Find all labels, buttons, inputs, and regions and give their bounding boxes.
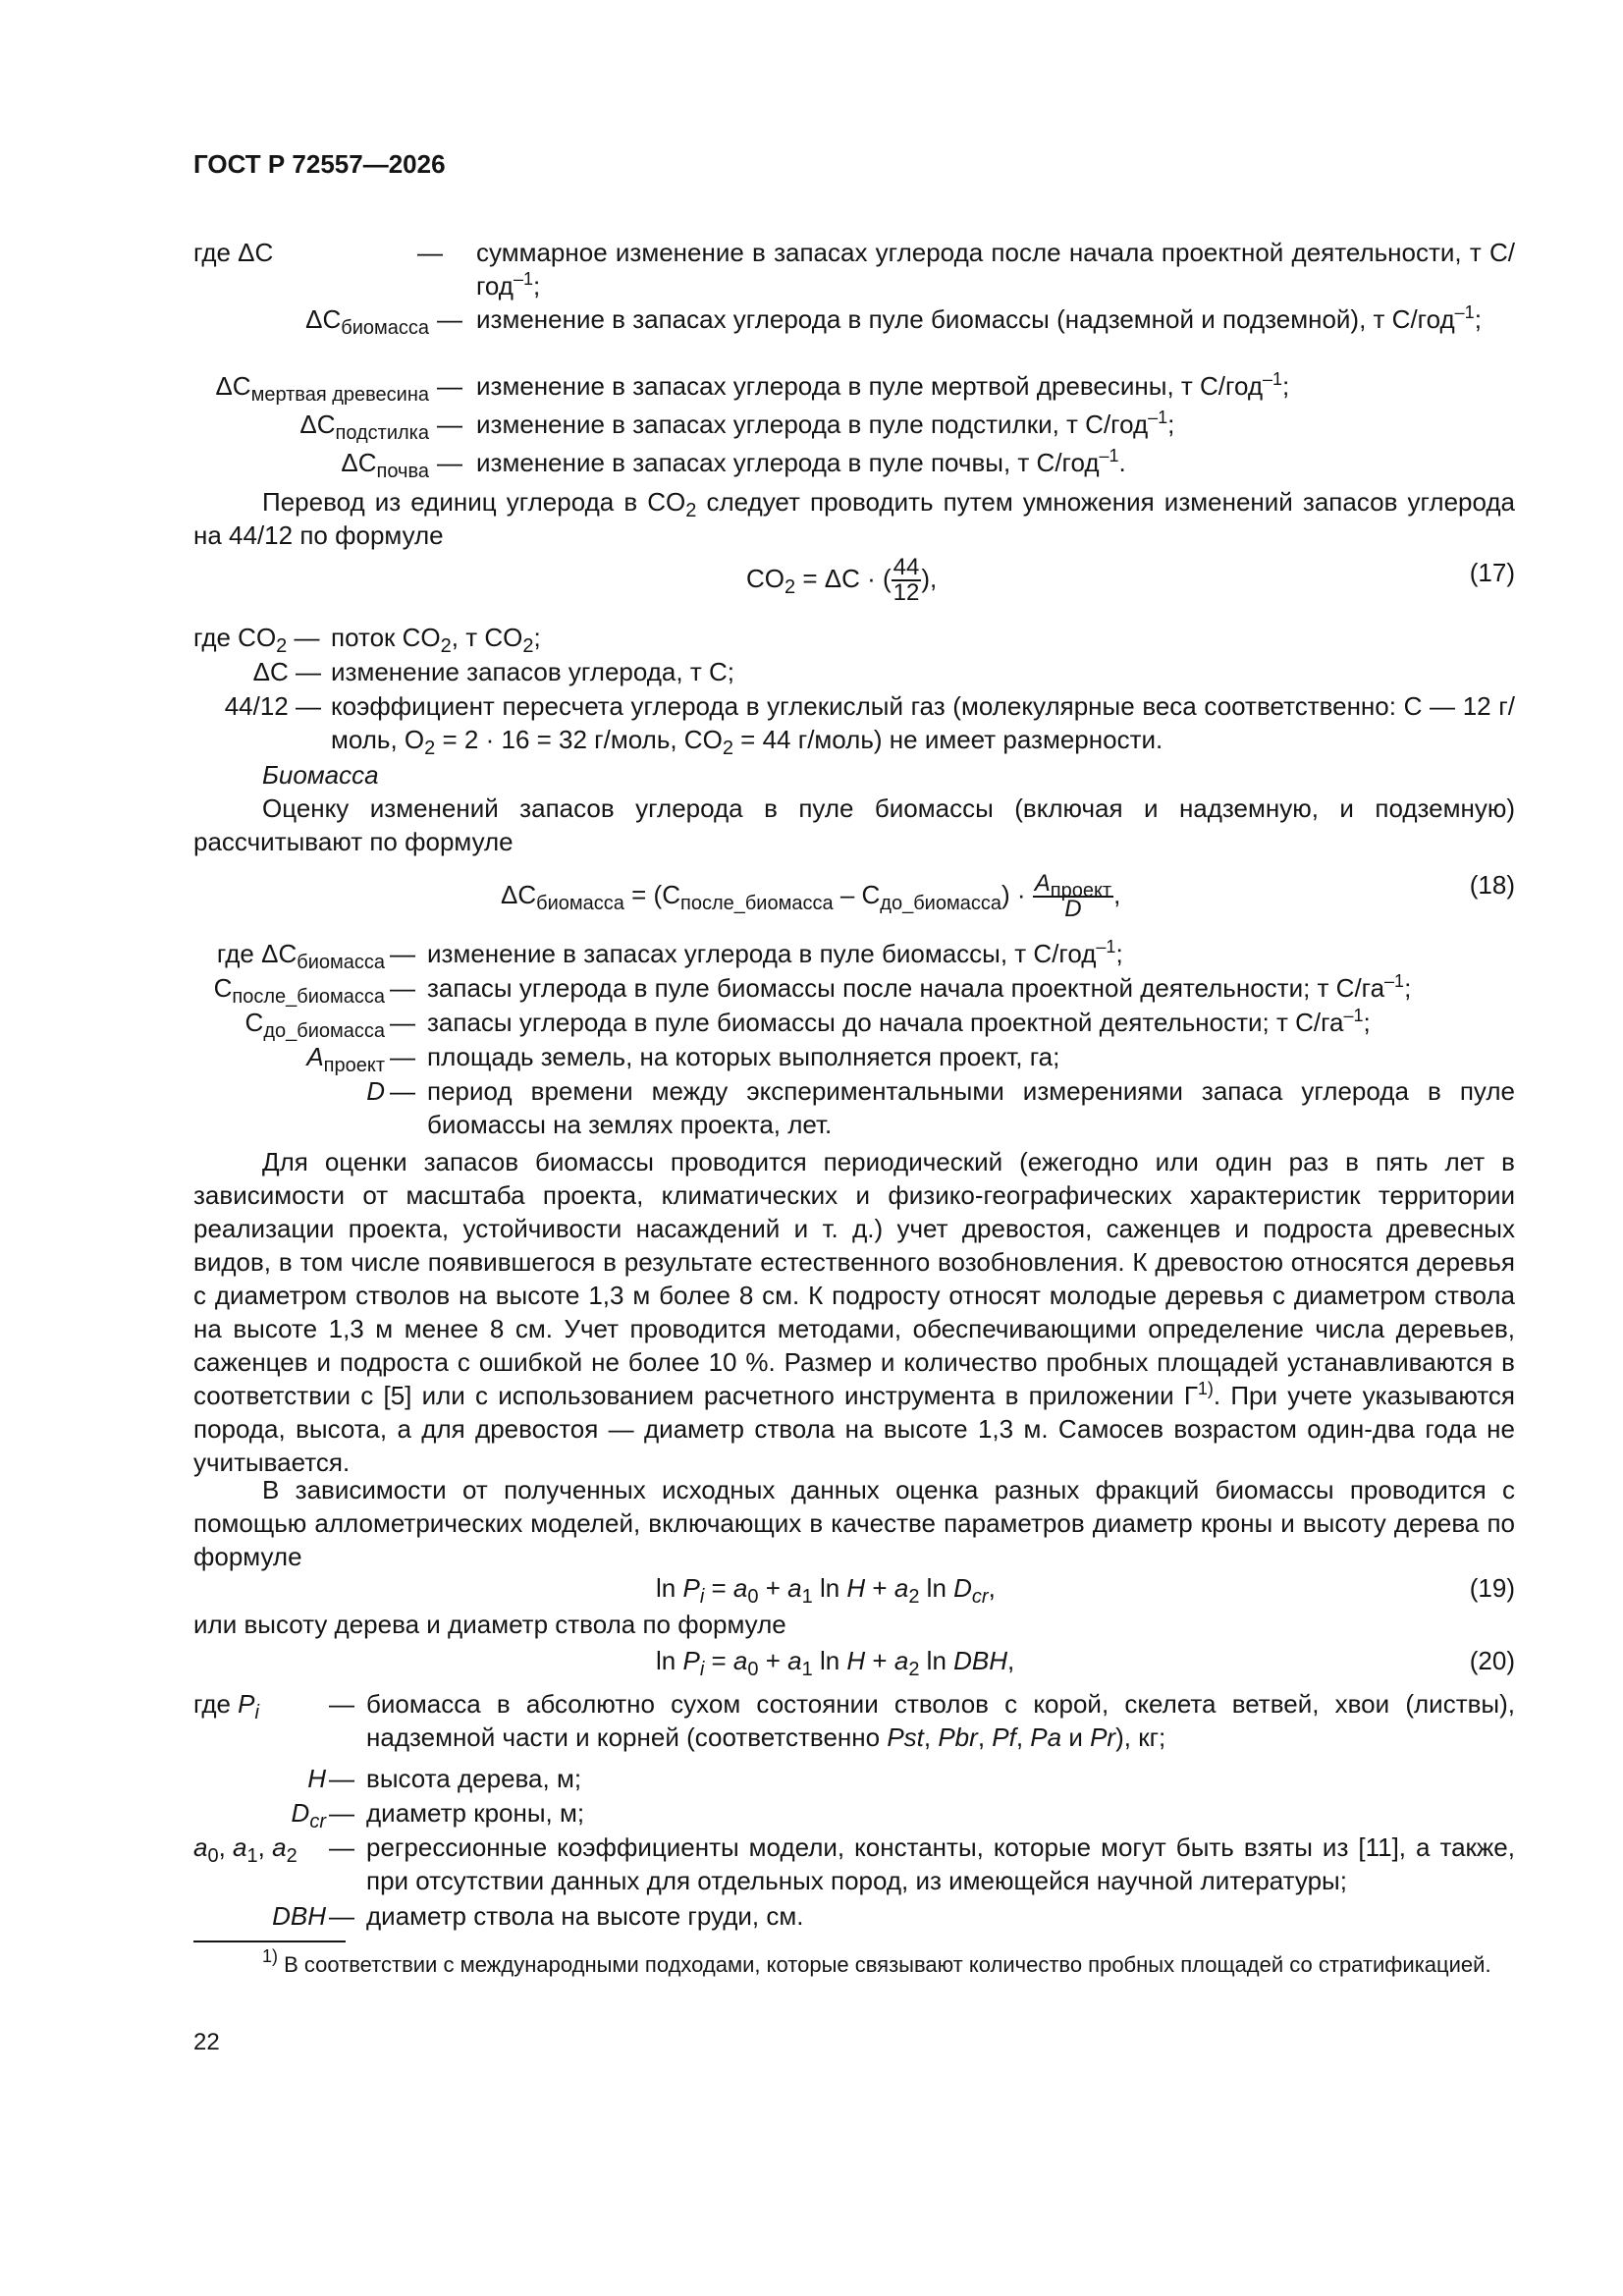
definition-coefficient: 44/12 — коэффициент пересчета углерода в углекислый газ (молекулярные веса соответственно: С — 12 г/моль, $O_2 = 2 \cdot 16 = 32$ г/моль, $CO_2 = 44$ г/моль) не имеет размерности. [224, 691, 1515, 759]
equation-17-number: (17) [1469, 558, 1515, 587]
equation-19-number: (19) [1469, 1573, 1515, 1603]
paragraph-or: или высоту дерева и диаметр ствола по формуле [193, 1610, 786, 1639]
equation-20: $\ln P_i = a_0 + a_1$ $\ln H + a_2$ ln DBH, [656, 1646, 1015, 1680]
equation-20-number: (20) [1469, 1646, 1515, 1675]
page-number: 22 [193, 2029, 220, 2055]
equation-17: $CO_2 = \Delta C$ · ( $\frac{44}{12}$ ), [746, 554, 938, 606]
equation-18: $\Delta C_{биомасса} = (C_{после\_биомасса} - C_{до\_биомасса})$ · $\frac{A_{проект}}{D}$ , [501, 870, 1121, 922]
paragraph-allometric: В зависимости от полученных исходных данных оценка разных фракций биомассы проводится с помощью аллометрических моделей, включающих в качестве параметров диаметр кроны и высоту дерева по формуле [193, 1475, 1515, 1571]
heading-biomass: Биомасса [262, 760, 379, 790]
paragraph-conversion: Перевод из единиц углерода в $CO_2$ следует проводить путем умножения изменений запасов углерода на 44/12 по формуле [193, 487, 1516, 550]
document-header: ГОСТ Р 72557—2026 [193, 149, 446, 179]
definition-pi: где $P_i$ — биомасса в абсолютно сухом состоянии стволов с корой, скелета ветвей, хвои (листвы), надземной части и корней (соответственно Pst, Pbr, Pf, Pa и Pr), кг; [193, 1689, 1515, 1752]
definition-coefficients: $a_0$, $a_1$, $a_2$ — регрессионные коэффициенты модели, константы, которые могут быть взяты из [11], а также, при отсутствии данных для отдельных пород, из имеющейся научной литературы; [193, 1832, 1515, 1895]
equation-18-number: (18) [1469, 870, 1515, 900]
definition-delta-c: где ΔC — суммарное изменение в запасах углерода после начала проектной деятельности, т С/год$^{-1}$; [193, 238, 1515, 301]
definition-delta-c-biomass: $\Delta C_{биомасса}$ — изменение в запасах углерода в пуле биомассы (надземной и подземной), т С/год$^{-1}$; [305, 302, 1482, 339]
footnote-separator [193, 1941, 346, 1942]
definition-period: D — период времени между экспериментальными измерениями запаса углерода в пуле биомассы на землях проекта, лет. [366, 1076, 1515, 1139]
equation-19: $\ln P_i = a_0 + a_1$ $\ln H + a_2$ $\ln D_{cr}$, [656, 1573, 996, 1608]
footnote: $^{1)}$ В соответствии с международными подходами, которые связывают количество пробных площадей со стратификацией. [262, 1946, 1491, 1977]
paragraph-biomass: Оценку изменений запасов углерода в пуле биомассы (включая и надземную, и подземную) рассчитывают по формуле [193, 793, 1515, 856]
paragraph-inventory: Для оценки запасов биомассы проводится периодический (ежегодно или один раз в пять лет в зависимости от масштаба проекта, климатических и физико-географических характеристик территории реализации проекта, устойчивости насаждений и т. д.) учет древостоя, саженцев и подроста древесных видов, в том числе появившегося в результате естественного возобновления. К древостою относятся деревья с диаметром стволов на высоте 1,3 м более 8 см. К подросту относят молодые деревья с диаметром ствола на высоте 1,3 м менее 8 см. Учет проводится методами, обеспечивающими определение числа деревьев, саженцев и подроста с ошибкой не более 10 %. Размер и количество пробных площадей устанавливаются в соответствии с [5] или с использованием расчетного инструмента в приложении $Г^{1)}$. При учете указываются порода, высота, а для древостоя — диаметр ствола на высоте 1,3 м. Самосев возрастом один-два года не учитывается. [193, 1147, 1515, 1477]
document-page: ГОСТ Р 72557—2026 где ΔC — суммарное изменение в запасах углерода после начала проектной деятельности, т С/год$^{-1}$; $\Delta C_{биомасса}$ — изменение в запасах углерода в пуле биомассы (надземной и подземной), т С/год$^{-1}$; $\Delta C_{мертвая древесина}$ — изменение в запасах углерода в пуле мертвой древесины, т С/год$^{-1}$; $\Delta C_{подстилка}$ — изменение в запасах углерода в пуле подстилки, т С/год$^{-1}$; $\Delta C_{почва}$ — изменение в запасах углерода в пуле почвы, т С/год$^{-1}$. Перевод из единиц углерода в $CO_2$ следует проводить путем умножения изменений запасов углерода на 44/12 по формуле $CO_2 = \Delta C$ · ( $\frac{44}{12}$ ), (17) где $CO_2$ — поток $CO_2$, т $CO_2$; ΔC — изменение запасов углерода, т С; 44/12 — коэффициент пересчета углерода в углекислый газ (молекулярные веса соответственно: С — 12 г/моль, $O_2 = 2 \cdot 16 = 32$ г/моль, $CO_2 = 44$ г/моль) не имеет размерности. Биомасса Оценку изменений запасов углерода в пуле биомассы (включая и надземную, и подземную) рассчитывают по формуле $\Delta C_{биомасса} = (C_{после\_биомасса} - C_{до\_биомасса})$ · $\frac{A_{проект}}{D}$ , (18) где $\Delta C_{биомасса}$ — изменение в запасах углерода в пуле биомассы, т С/год$^{-1}$; $C_{после\_биомасса}$ — запасы углерода в пуле биомассы после начала проектной деятельности; т $С/га^{-1}$; $C_{до\_биомасса}$ — запасы углерода в пуле биомассы до начала проектной деятельности; т $С/га^{-1}$; $A_{проект}$ — площадь земель, на которых выполняется проект, га; D — период времени между экспериментальными измерениями запаса углерода в пуле биомассы на землях проекта, лет. Для оценки запасов биомассы проводится периодический (ежегодно или один раз в пять лет в зависимости от масштаба проекта, климатических и физико-географических характеристик территории реализации проекта, устойчивости насаждений и т. д.) учет древостоя, саженцев и подроста древесных видов, в том числе появившегося в результате естественного возобновления. К древостою относятся деревья с диаметром стволов на высоте 1,3 м более 8 см. К подросту относят молодые деревья с диаметром ствола на высоте 1,3 м менее 8 см. Учет проводится методами, обеспечивающими определение числа деревьев, саженцев и подроста с ошибкой не более 10 %. Размер и количество пробных площадей устанавливаются в соответствии с [5] или с использованием расчетного инструмента в приложении $Г^{1)}$. При учете указываются порода, высота, а для древостоя — диаметр ствола на высоте 1,3 м. Самосев возрастом один-два года не учитывается. В зависимости от полученных исходных данных оценка разных фракций биомассы проводится с помощью аллометрических моделей, включающих в качестве параметров диаметр кроны и высоту дерева по формуле $\ln P_i = a_0 + a_1$ $\ln H + a_2$ $\ln D_{cr}$, (19) или высоту дерева и диаметр ствола по формуле $\ln P_i = a_0 + a_1$ $\ln H + a_2$ ln DBH, (20) где $P_i$ — биомасса в абсолютно сухом состоянии стволов с корой, скелета ветвей, хвои (листвы), надземной части и корней (соответственно Pst, Pbr, Pf, Pa и Pr), кг; H — высота дерева, м; $D_{cr}$ — диаметр кроны, м; $a_0$, $a_1$, $a_2$ — регрессионные коэффициенты модели, константы, которые могут быть взяты из [11], а также, при отсутствии данных для отдельных пород, из имеющейся научной литературы; DBH — диаметр ствола на высоте груди, см. $^{1)}$ В соответствии с международными подходами, которые связывают количество пробных площадей со стратификацией. 22 [0, 0, 1623, 2296]
